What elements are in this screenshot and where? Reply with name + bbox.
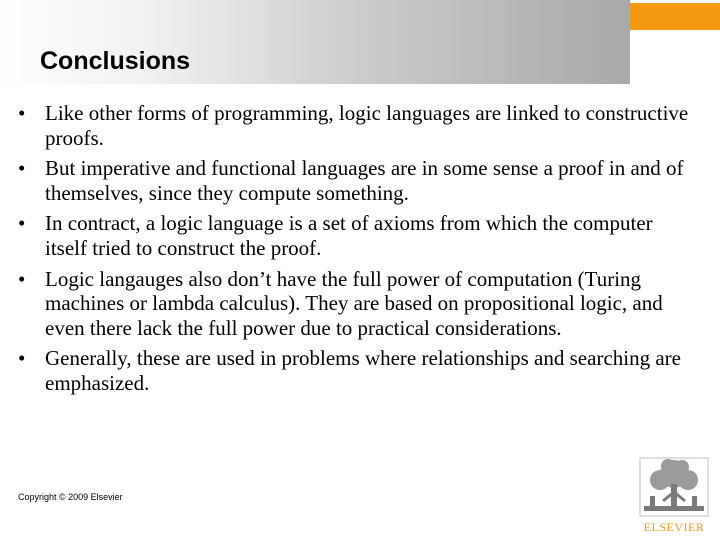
bullet-item [18, 267, 698, 341]
accent-bar [630, 3, 720, 30]
bullet-text: In contract, a logic language is a set of axioms from which the computer itself tried to construct the proof. [45, 211, 653, 260]
bullet-text: Like other forms of programming, logic languages are linked to constructive proofs. [45, 101, 689, 150]
bullet-symbol: • [18, 156, 26, 181]
accent-spacer [630, 32, 720, 84]
bullet-symbol: • [18, 211, 26, 236]
bullet-symbol: • [18, 346, 26, 371]
tree-logo-icon [638, 456, 710, 518]
slide-title: Conclusions [40, 47, 191, 75]
elsevier-logo [638, 456, 710, 536]
copyright-notice: Copyright © 2009 Elsevier [18, 492, 123, 502]
bullet-item [18, 346, 698, 395]
bullet-list [18, 101, 698, 402]
logo-wordmark: ELSEVIER [643, 520, 705, 534]
bullet-symbol: • [18, 266, 26, 291]
bullet-item [18, 156, 698, 205]
bullet-text: Generally, these are used in problems where relationships and searching are emphasized. [45, 346, 681, 395]
bullet-item [18, 101, 698, 150]
bullet-text: But imperative and functional languages are in some sense a proof in and of themselves, since they compute something. [45, 156, 684, 205]
bullet-item [18, 211, 698, 260]
bullet-symbol: • [18, 101, 26, 125]
bullet-text: Logic langauges also don’t have the full power of computation (Turing machines or lambda calculus). They are based on propositional logic, and even there lack the full power due to practical considerations. [45, 266, 663, 340]
